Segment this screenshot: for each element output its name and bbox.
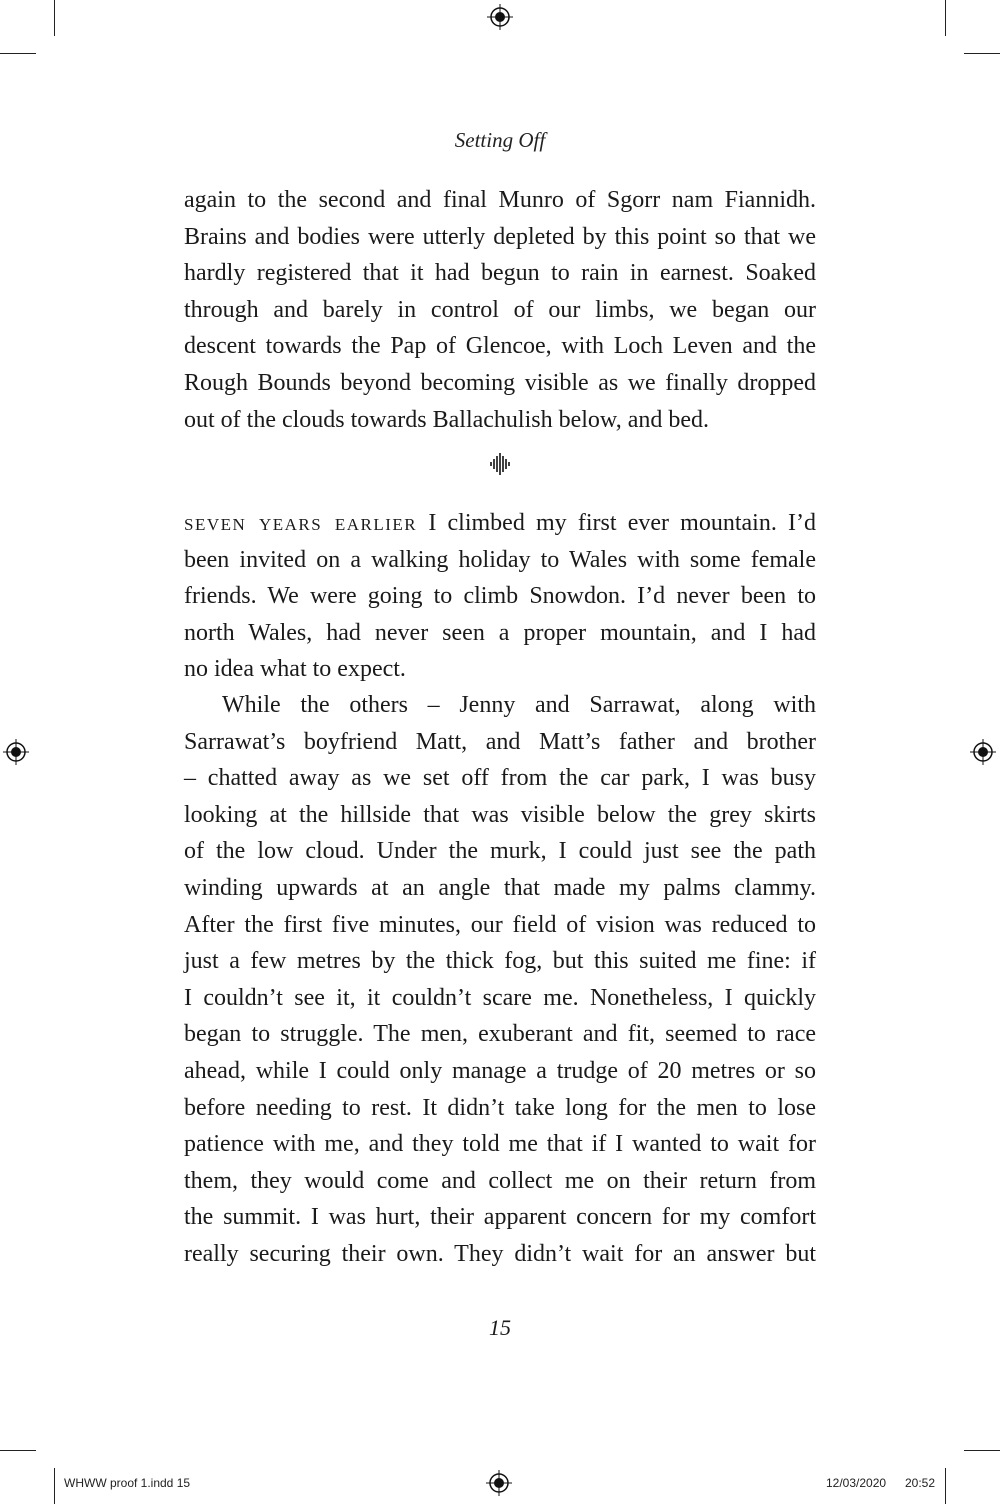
text-line xyxy=(184,505,816,542)
text-line: looking at the hillside that was visible below the grey skirts xyxy=(184,801,816,828)
text-line: just a few metres by the thick fog, but this suited me fine: if xyxy=(184,948,816,975)
section-lead-in: seven years earlier xyxy=(184,510,418,536)
top-paragraph xyxy=(184,182,816,438)
registration-mark-icon xyxy=(970,739,996,765)
text-line: before needing to rest. It didn’t take long for the men to lose xyxy=(184,1094,816,1121)
text-line: patience with me, and they told me that if I wanted to wait for xyxy=(184,1131,816,1158)
crop-mark xyxy=(945,1468,946,1504)
text-line: really securing their own. They didn’t wait for an answer but xyxy=(184,1240,816,1267)
text-line: been invited on a walking holiday to Wales with some female xyxy=(184,546,816,573)
text-line: began to struggle. The men, exuberant and fit, seemed to race xyxy=(184,1021,816,1048)
crop-mark xyxy=(945,0,946,36)
slug-date: 12/03/2020 xyxy=(826,1476,887,1490)
crop-mark xyxy=(964,53,1000,54)
main-paragraph xyxy=(184,687,816,1273)
slug-filename: WHWW proof 1.indd 15 xyxy=(64,1476,191,1490)
text-line: Rough Bounds beyond becoming visible as we finally dropped xyxy=(184,369,816,396)
text-line: north Wales, had never seen a proper mountain, and I had xyxy=(184,619,816,646)
crop-mark xyxy=(54,1468,55,1504)
crop-mark xyxy=(0,53,36,54)
registration-mark-icon xyxy=(486,1470,512,1496)
text-line: Brains and bodies were utterly depleted by this point so that we xyxy=(184,223,816,250)
crop-mark xyxy=(0,1450,36,1451)
text-line: I couldn’t see it, it couldn’t scare me. Nonetheless, I quickly xyxy=(184,984,816,1011)
text-line: no idea what to expect. xyxy=(184,656,406,683)
slug-time: 20:52 xyxy=(905,1476,936,1490)
text-line: again to the second and final Munro of Sgorr nam Fiannidh. xyxy=(184,187,816,213)
text-line: descent towards the Pap of Glencoe, with Loch Leven and the xyxy=(184,333,816,360)
text-line: Sarrawat’s boyfriend Matt, and Matt’s father and brother xyxy=(184,728,816,755)
registration-mark-icon xyxy=(3,739,29,765)
text-line: of the low cloud. Under the murk, I could just see the path xyxy=(184,838,816,865)
text-line: the summit. I was hurt, their apparent concern for my comfort xyxy=(184,1204,816,1231)
text-span: I climbed my first ever mountain. I’d xyxy=(417,510,816,536)
text-line: ahead, while I could only manage a trudge of 20 metres or so xyxy=(184,1057,816,1084)
text-line: out of the clouds towards Ballachulish below, and bed. xyxy=(184,406,709,433)
text-line: While the others – Jenny and Sarrawat, along with xyxy=(222,692,816,718)
text-line: friends. We were going to climb Snowdon. I’d never been to xyxy=(184,583,816,610)
text-line: hardly registered that it had begun to rain in earnest. Soaked xyxy=(184,260,816,287)
section-break-ornament-icon xyxy=(487,452,513,476)
crop-mark xyxy=(964,1450,1000,1451)
text-line: – chatted away as we set off from the car park, I was busy xyxy=(184,765,816,792)
registration-mark-icon xyxy=(487,4,513,30)
crop-mark xyxy=(54,0,55,36)
running-head: Setting Off xyxy=(454,128,546,152)
text-line: After the first five minutes, our field of vision was reduced to xyxy=(184,911,816,938)
text-line: them, they would come and collect me on their return from xyxy=(184,1167,816,1194)
page-number: 15 xyxy=(489,1315,511,1340)
section-paragraph xyxy=(184,505,816,688)
text-line: winding upwards at an angle that made my palms clammy. xyxy=(184,874,816,901)
text-line: through and barely in control of our limbs, we began our xyxy=(184,296,816,323)
